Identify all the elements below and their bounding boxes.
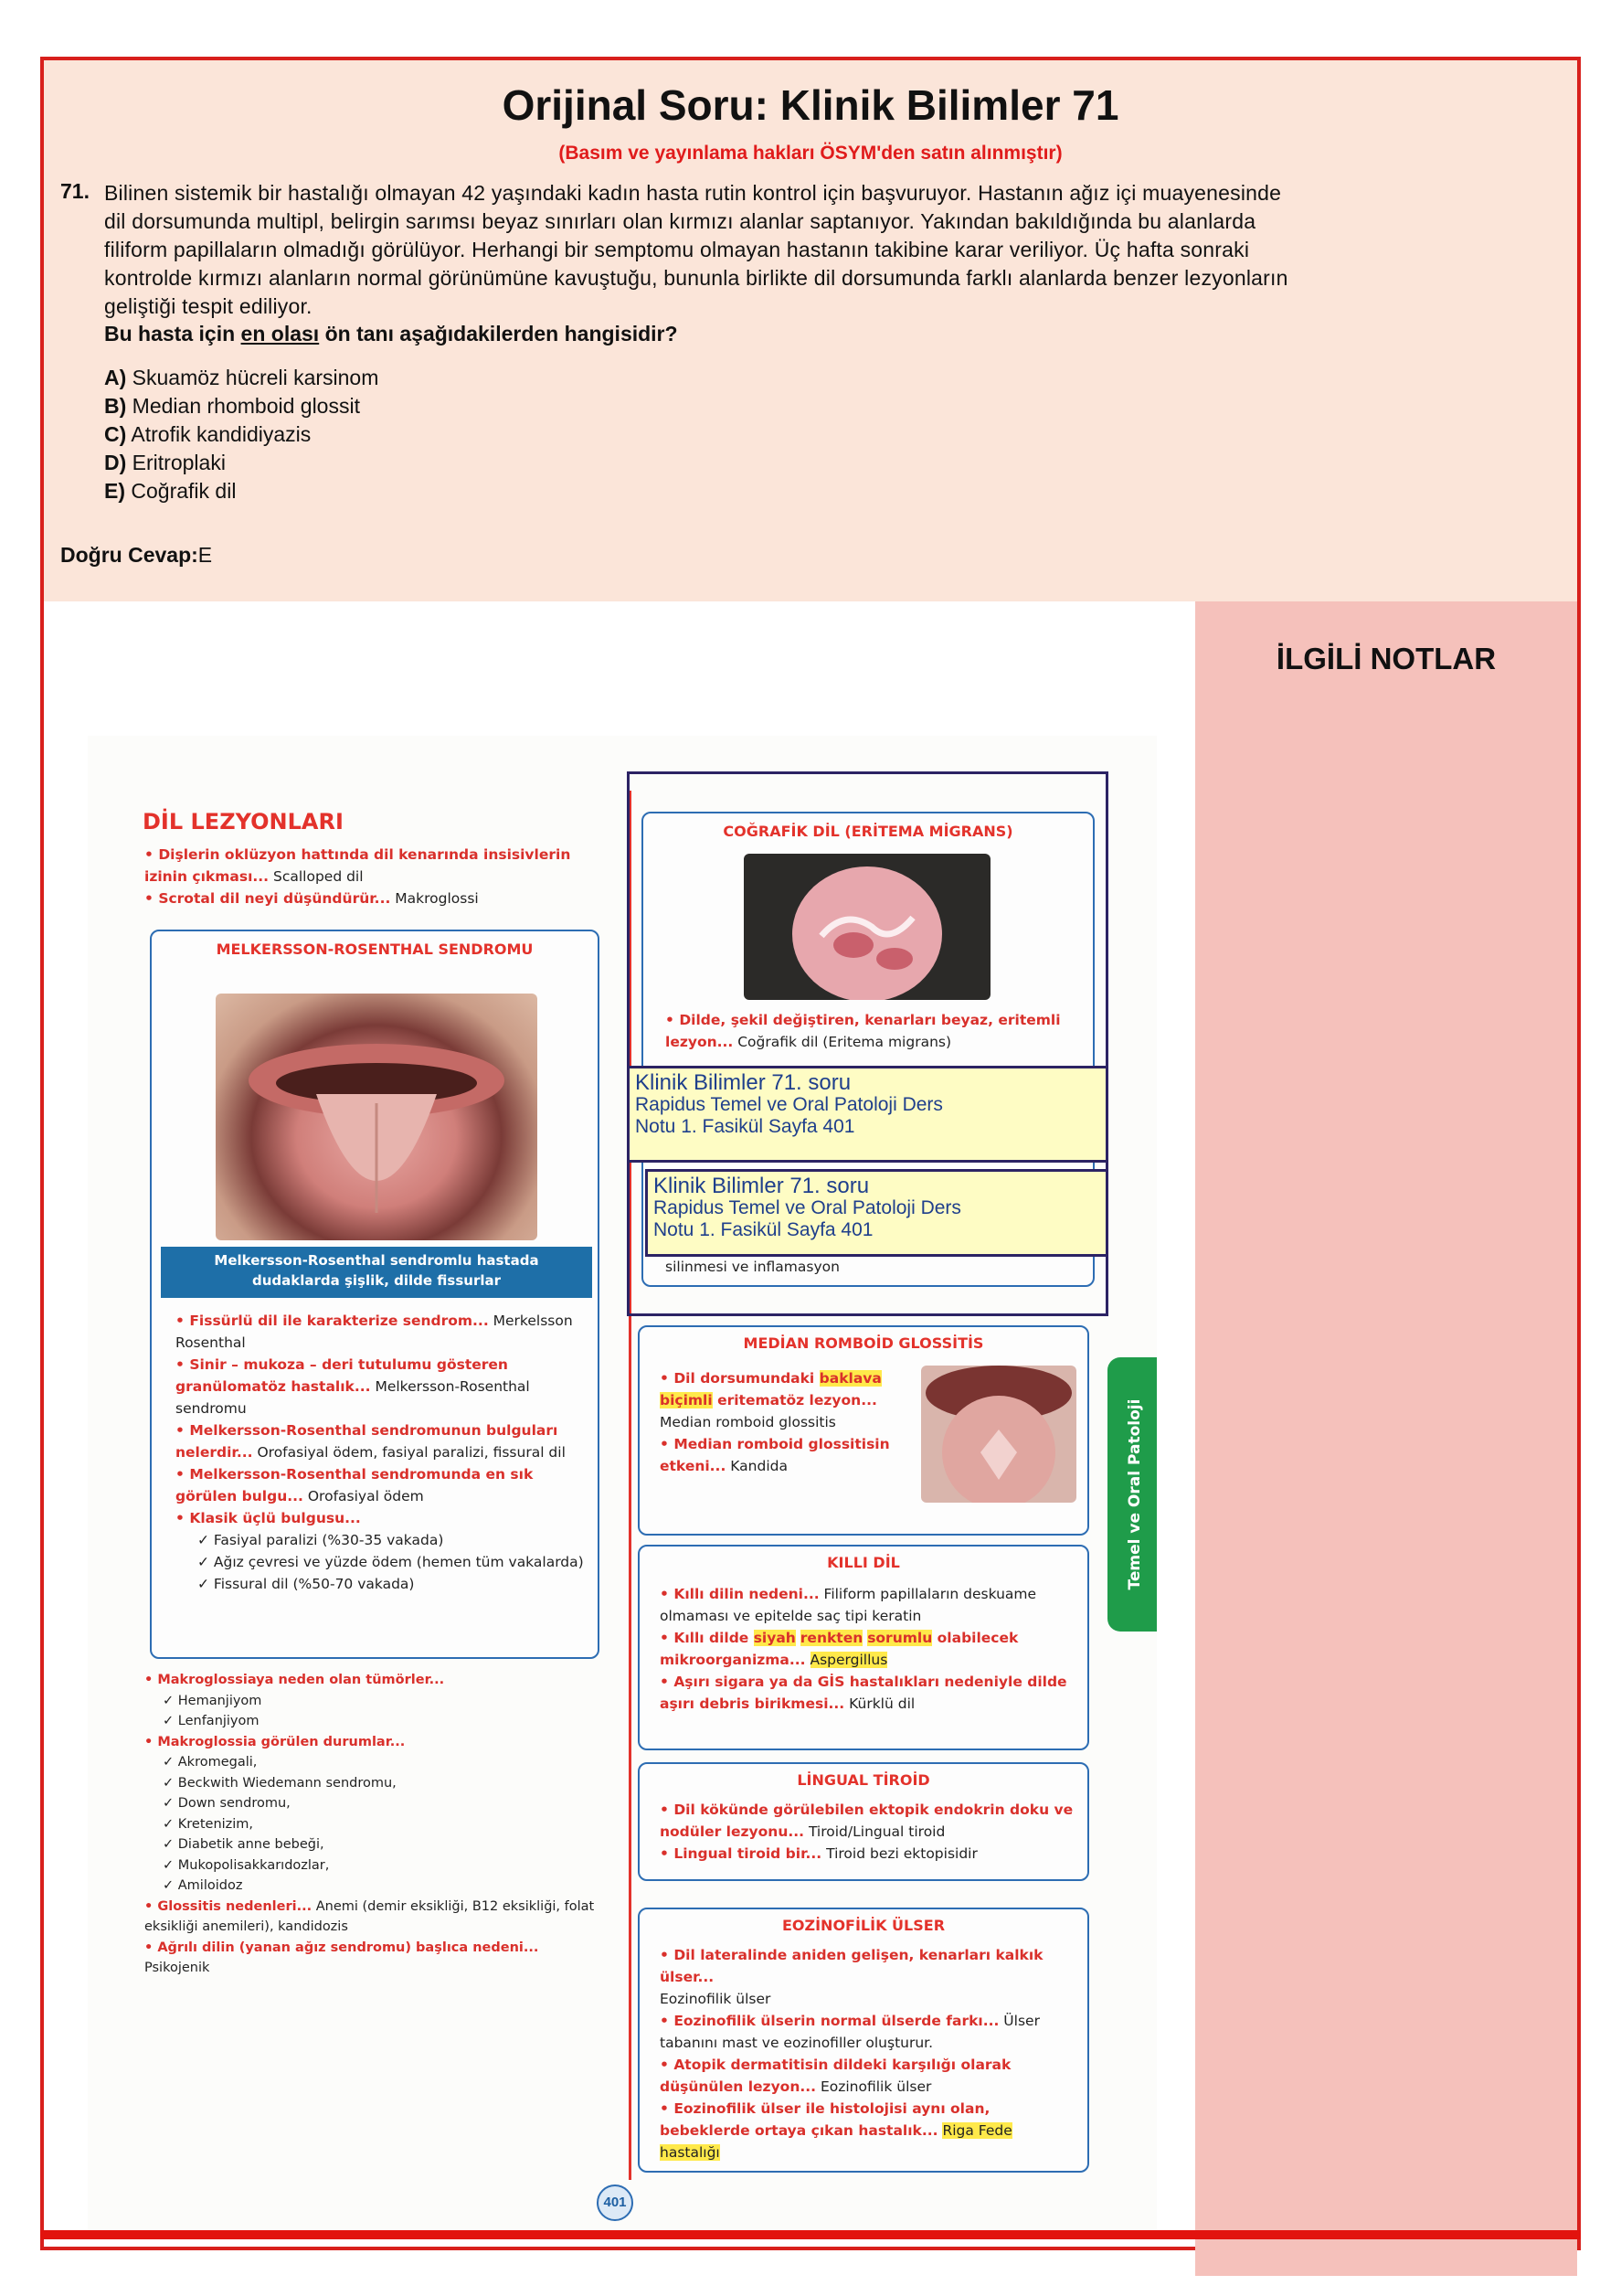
check-item: ✓ Fasiyal paralizi (%30-35 vakada) [197, 1532, 444, 1548]
list-item: • Dil dorsumundaki baklava biçimli eritematöz lezyon... Median romboid glossitis [660, 1370, 882, 1430]
option-e[interactable]: E) Coğrafik dil [104, 479, 237, 503]
notes-panel [1195, 601, 1577, 2276]
question-title: Orijinal Soru: Klinik Bilimler 71 [502, 81, 1119, 129]
list-item: • Melkersson-Rosenthal sendromunun bulguları nelerdir... Orofasiyal ödem, fasiyal paralizi, fissural dil [175, 1422, 566, 1461]
chapter-tab: Temel ve Oral Patoloji [1107, 1357, 1157, 1632]
box-title: KILLI DİL [827, 1554, 900, 1571]
check-item: ✓ Down sendromu, [163, 1796, 291, 1811]
melkersson-photo [216, 994, 537, 1240]
list-item: • Dilde, şekil değiştiren, kenarları beyaz, eritemli lezyon... Coğrafik dil (Eritema migrans) [665, 1012, 1061, 1050]
list-item: • Klasik üçlü bulgusu... [175, 1510, 361, 1526]
tongue-illustration [921, 1366, 1076, 1503]
answer-options [104, 364, 378, 505]
copyright-note: (Basım ve yayınlama hakları ÖSYM'den satın alınmıştır) [558, 143, 1063, 164]
option-d[interactable]: D) Eritroplaki [104, 451, 226, 474]
option-b[interactable]: B) Median rhomboid glossit [104, 394, 360, 418]
stem-line: Bilinen sistemik bir hastalığı olmayan 42 yaşındaki kadın hasta rutin kontrol için başvuruyor. Hastanın ağız içi muayenesinde [104, 181, 1282, 205]
list-item: • Atopik dermatitisin dildeki karşılığı olarak düşünülen lezyon... Eozinofilik ülser [660, 2057, 1012, 2095]
list-item: • Dil lateralinde aniden gelişen, kenarları kalkık ülser... Eozinofilik ülser [660, 1947, 1044, 2007]
list-item: • Ağrılı dilin (yanan ağız sendromu) başlıca nedeni... Psikojenik [144, 1940, 539, 1975]
list-item: • Dişlerin oklüzyon hattında dil kenarında insisivlerin izinin çıkması... Scalloped dil [144, 846, 571, 885]
list-item: • Sinir – mukoza – deri tutulumu gösteren granülomatöz hastalık... Melkersson-Rosenthal sendromu [175, 1356, 530, 1417]
stem-line: geliştiği tespit ediliyor. [104, 294, 313, 318]
section-title: DİL LEZYONLARI [143, 809, 344, 834]
median-rhomboid-box [638, 1325, 1089, 1536]
stem-line: dil dorsumunda multipl, belirgin sarımsı beyaz sınırları olan kırmızı alanlar saptanıyor. Yakından bakıldığında bu alanlarda [104, 209, 1256, 233]
stem-line: kontrolde kırmızı alanların normal görünümüne kavuştuğu, bununla birlikte dil dorsumunda farklı alanlarda benzer lezyonların [104, 266, 1288, 290]
check-item: ✓ Fissural dil (%50-70 vakada) [197, 1576, 415, 1592]
check-item: ✓ Lenfanjiyom [163, 1714, 260, 1728]
list-item: • Kıllı dilin nedeni... Filiform papillaların deskuame olmaması ve epitelde saç tipi keratin [660, 1586, 1037, 1624]
lingual-thyroid-box [638, 1762, 1089, 1881]
melkersson-notes [175, 1310, 587, 1595]
correct-answer: Doğru Cevap:E [60, 543, 213, 567]
mouth-illustration [216, 994, 537, 1240]
page-number: 401 [597, 2184, 633, 2221]
list-item: • Dil kökünde görülebilen ektopik endokrin doku ve nodüler lezyonu... Tiroid/Lingual tiroid [660, 1802, 1074, 1840]
photo-caption: Melkersson-Rosenthal sendromlu hastada dudaklarda şişlik, dilde fissurlar [161, 1247, 592, 1298]
bottom-bar [40, 2230, 1581, 2239]
hairy-tongue-box [638, 1545, 1089, 1750]
list-item: • Glossitis nedenleri... Anemi (demir eksikliği, B12 eksikliği, folat eksikliği anemileri), kandidozis [144, 1898, 595, 1934]
check-item: ✓ Diabetik anne bebeği, [163, 1837, 324, 1852]
check-item: ✓ Beckwith Wiedemann sendromu, [163, 1775, 397, 1791]
macro-notes [144, 1670, 601, 1979]
question-stem [104, 179, 1530, 321]
lingual-notes [660, 1799, 1075, 1865]
melkersson-box [150, 930, 599, 1659]
list-item: • Aşırı sigara ya da GİS hastalıkları nedeniyle dilde aşırı debris birikmesi... Kürklü dil [660, 1674, 1067, 1712]
question-prompt: Bu hasta için en olası ön tanı aşağıdakilerden hangisidir? [104, 322, 678, 345]
list-item: • Makroglossiaya neden olan tümörler... [144, 1673, 445, 1687]
check-item: ✓ Ağız çevresi ve yüzde ödem (hemen tüm vakalarda) [197, 1554, 584, 1570]
option-c[interactable]: C) Atrofik kandidiyazis [104, 422, 312, 446]
list-item: • Median romboid glossitisin etkeni... Kandida [660, 1436, 890, 1474]
eosinophilic-ulcer-box [638, 1908, 1089, 2173]
box-title: MELKERSSON-ROSENTHAL SENDROMU [216, 941, 534, 958]
emphasis-underline: en olası [240, 322, 320, 345]
median-rhomboid-photo [921, 1366, 1076, 1503]
median-notes [660, 1367, 897, 1477]
list-item: • Melkersson-Rosenthal sendromunda en sık görülen bulgu... Orofasiyal ödem [175, 1466, 534, 1504]
question-panel [44, 60, 1577, 601]
hairy-notes [660, 1583, 1075, 1715]
option-a[interactable]: A) Skuamöz hücreli karsinom [104, 366, 379, 389]
list-item: • Lingual tiroid bir... Tiroid bezi ektopisidir [660, 1845, 978, 1862]
notes-title: İLGİLİ NOTLAR [1276, 642, 1497, 675]
box-title: LİNGUAL TİROİD [797, 1771, 930, 1789]
stem-line: filiform papillaların olmadığı görülüyor. Herhangi bir semptomu olmayan hastanın takibine karar veriliyor. Üç hafta sonraki [104, 238, 1250, 261]
list-item: • Fissürlü dil ile karakterize sendrom... Merkelsson Rosenthal [175, 1313, 573, 1351]
reference-note-2: Klinik Bilimler 71. soru Rapidus Temel ve Oral Patoloji Ders Notu 1. Fasikül Sayfa 401 [645, 1169, 1108, 1257]
check-item: ✓ Amiloidoz [163, 1878, 243, 1893]
box-title: COĞRAFİK DİL (ERİTEMA MİGRANS) [723, 823, 1013, 840]
list-item: • Scrotal dil neyi düşündürür... Makroglossi [144, 890, 479, 907]
list-item: • Kıllı dilde siyah renkten sorumlu olabilecek mikroorganizma... Aspergillus [660, 1630, 1019, 1668]
box-title: MEDİAN ROMBOİD GLOSSİTİS [743, 1334, 984, 1352]
check-item: ✓ Kretenizim, [163, 1816, 254, 1832]
question-number: 71. [60, 179, 90, 203]
intro-notes [144, 844, 601, 909]
check-item: ✓ Mukopolisakkarıdozlar, [163, 1857, 330, 1873]
eosinophilic-notes [660, 1944, 1075, 2163]
check-item: ✓ Akromegali, [163, 1755, 258, 1770]
list-item: • Makroglossia görülen durumlar... [144, 1734, 406, 1749]
list-item: • Eozinofilik ülser ile histolojisi aynı olan, bebeklerde ortaya çıkan hastalık... Riga Fede hastalığı [660, 2100, 1012, 2161]
reference-note-1: Klinik Bilimler 71. soru Rapidus Temel ve Oral Patoloji Ders Notu 1. Fasikül Sayfa 401 [627, 1066, 1108, 1163]
check-item: ✓ Hemanjiyom [163, 1693, 262, 1708]
list-item: silinmesi ve inflamasyon [665, 1259, 840, 1275]
list-item: • Eozinofilik ülserin normal ülserde farkı... Ülser tabanını mast ve eozinofiller oluşturur. [660, 2013, 1040, 2051]
box-title: EOZİNOFİLİK ÜLSER [781, 1917, 946, 1934]
